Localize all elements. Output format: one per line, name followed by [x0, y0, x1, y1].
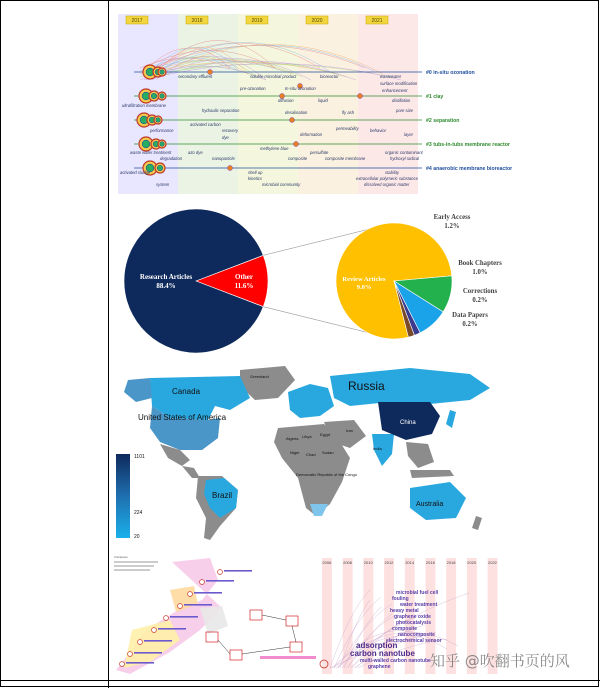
keyword-label: microbial fuel cell — [396, 590, 439, 596]
cluster-label-bar — [184, 604, 212, 606]
network-term: hydroxyl radical — [390, 156, 420, 161]
cluster-flow-box — [290, 642, 302, 652]
map-label-australia: Australia — [416, 501, 444, 508]
cluster-label-bar — [170, 616, 198, 618]
network-term: diffusion — [278, 98, 294, 103]
pie-value: 0.2% — [462, 321, 478, 328]
network-term: recovery — [222, 128, 239, 133]
pie-label: Research Articles — [139, 273, 193, 281]
indonesia-shape — [410, 470, 454, 478]
pie-value: 1.2% — [444, 223, 460, 230]
keyword-label: heavy metal — [390, 608, 419, 614]
map-label-sudan: Sudan — [322, 450, 334, 455]
cluster-flow-box — [286, 616, 298, 626]
document-type-pie-chart — [110, 205, 598, 355]
network-term: desalination — [285, 110, 308, 115]
network-term: composite — [288, 156, 308, 161]
year-label: 2006 — [322, 560, 332, 565]
pie-label: Other — [235, 273, 253, 281]
cluster-node — [178, 604, 183, 609]
country-distribution-map — [110, 358, 598, 548]
year-label: 2008 — [343, 560, 353, 565]
cluster-node — [138, 640, 143, 645]
year-label: 2019 — [251, 18, 263, 24]
map-label-libya: Libya — [302, 434, 312, 439]
network-term: In-situ ozonation — [285, 86, 316, 91]
citation-node — [228, 166, 233, 171]
citation-node-core — [160, 142, 164, 146]
cluster-node — [188, 592, 193, 597]
map-legend-mid: 224 — [134, 510, 143, 516]
cluster-node — [152, 628, 157, 633]
network-term: waste water treatment — [130, 150, 172, 155]
keyword-label: carbon nanotube — [350, 649, 415, 658]
cluster-timeline-network — [110, 2, 598, 202]
network-term: distillation — [392, 98, 411, 103]
network-term: composite membrane — [325, 156, 366, 161]
year-label: 2014 — [405, 560, 415, 565]
network-term: liquid — [318, 98, 328, 103]
year-label: 2020 — [467, 560, 477, 565]
year-label: 2018 — [446, 560, 456, 565]
year-label: 2021 — [371, 18, 383, 24]
map-label-china: China — [400, 420, 416, 426]
watermark-text: 知乎 @吹翻书页的风 — [430, 652, 570, 670]
network-term: performance — [150, 128, 174, 133]
year-band — [238, 14, 298, 194]
network-term: deformation — [300, 132, 323, 137]
citation-node-core — [160, 70, 164, 74]
southeast-asia-shape — [406, 442, 434, 468]
citation-node-core — [157, 165, 163, 171]
cluster-label-bar — [134, 652, 162, 654]
cluster-label-bar — [144, 640, 172, 642]
year-label: 2010 — [363, 560, 373, 565]
map-label-greenland: Greenland — [250, 374, 269, 379]
japan-shape — [446, 410, 456, 428]
alaska-shape — [124, 378, 152, 402]
cluster-flow-box — [230, 650, 242, 660]
network-term: microbial community — [262, 182, 301, 187]
network-term: activated sludge — [120, 170, 151, 175]
map-label-chad: Chad — [306, 452, 316, 457]
cluster-flow-box — [206, 632, 218, 642]
map-label-egypt: Egypt — [320, 432, 331, 437]
network-term: fly ash — [342, 110, 355, 115]
year-label: 2022 — [488, 560, 497, 565]
map-label-canada: Canada — [172, 387, 201, 396]
europe-shape — [288, 384, 334, 418]
network-term: dye — [222, 135, 229, 140]
row-divider — [0, 680, 600, 681]
citation-node-core — [160, 94, 164, 98]
network-term: organic contaminant — [385, 150, 423, 155]
keyword-label: water treatment — [400, 602, 438, 608]
year-band — [298, 14, 358, 194]
column-divider — [108, 0, 109, 688]
left-panel-caption: CiteSpace — [114, 555, 128, 559]
citation-node-core — [142, 140, 150, 148]
network-term: enhancement — [382, 88, 408, 93]
pie-value: 11.6% — [234, 282, 254, 290]
legend-bar — [260, 656, 316, 659]
network-term: dissolved organic matter — [364, 182, 410, 187]
network-term: kinetics — [248, 176, 262, 181]
citation-node — [294, 142, 299, 147]
year-label: 2016 — [425, 560, 435, 565]
cluster-flow-box — [250, 610, 262, 620]
south-africa-shape — [310, 504, 328, 516]
year-label: 2012 — [384, 560, 394, 565]
map-legend-min: 20 — [134, 534, 140, 540]
network-term: ultrafiltration membrane — [122, 103, 166, 108]
cluster-node — [200, 580, 205, 585]
map-label-brazil: Brazil — [212, 491, 233, 500]
map-label-algeria: Algeria — [286, 436, 299, 441]
year-band — [322, 558, 332, 674]
cluster-label: #2 separation — [426, 118, 460, 124]
network-term: soluble microbial product — [250, 74, 297, 79]
pie-label: Book Chapters — [458, 260, 502, 267]
network-term: system — [156, 182, 170, 187]
cluster-node — [164, 616, 169, 621]
network-term: pre-ozonation — [240, 86, 266, 91]
network-term: activated carbon — [190, 122, 221, 127]
network-term: nanoparticle — [212, 156, 235, 161]
cluster-label-bar — [194, 592, 222, 594]
network-term: permeability — [336, 126, 359, 131]
map-legend-colorbar — [116, 454, 130, 538]
cluster-label-bar — [158, 628, 186, 630]
network-term: extracellular polymeric substance — [356, 176, 418, 181]
keyword-label: composite — [392, 626, 418, 632]
keyword-label: multi-walled carbon nanotube — [360, 658, 431, 664]
network-term: stability — [385, 170, 399, 175]
network-term: pore size — [396, 108, 413, 113]
network-term: azo dye — [188, 150, 203, 155]
network-term: layer — [404, 132, 414, 137]
pie-label: Early Access — [433, 214, 471, 221]
network-term: behavior — [370, 128, 387, 133]
network-term: secondary effluent — [178, 74, 213, 79]
year-band — [358, 14, 418, 194]
keyword-label: nanocomposite — [398, 632, 435, 638]
map-label-usa: United States of America — [138, 413, 227, 422]
network-term: surface modification — [380, 81, 418, 86]
map-label-drc: Democratic Republic of the Congo — [296, 472, 357, 477]
pie-value: 0.2% — [472, 297, 488, 304]
pie-label: Data Papers — [452, 312, 488, 319]
cluster-label: #0 in-situ ozonation — [426, 70, 475, 76]
keyword-label: graphene oxide — [394, 614, 431, 620]
cluster-node — [120, 662, 125, 667]
citation-node — [290, 118, 295, 123]
keyword-label: adsorption — [356, 641, 398, 650]
keyword-label: graphene — [368, 664, 391, 670]
network-term: wastewater — [380, 74, 402, 79]
cluster-node — [218, 570, 223, 575]
cluster-evolution-diagram — [114, 555, 316, 674]
map-label-india: India — [373, 446, 382, 451]
network-term: degradation — [160, 156, 183, 161]
pie-label: Corrections — [462, 288, 498, 295]
cluster-label-bar — [126, 662, 154, 664]
citation-node — [358, 94, 363, 99]
year-label: 2017 — [131, 18, 143, 24]
year-label: 2020 — [311, 18, 323, 24]
pie-value: 88.4% — [156, 282, 176, 290]
citation-node-core — [156, 118, 160, 122]
pie-value: 1.0% — [472, 269, 488, 276]
keyword-label: photocatalysis — [396, 620, 432, 626]
network-term: persulfate — [310, 150, 329, 155]
map-label-russia: Russia — [348, 379, 385, 393]
cluster-label: #1 clay — [426, 94, 444, 100]
keyword-label: electrochemical sensor — [386, 638, 442, 644]
cluster-node — [128, 652, 133, 657]
map-legend-max: 1101 — [134, 454, 145, 460]
network-term: bioreactor — [320, 74, 339, 79]
cluster-label: #4 anaerobic membrane bioreactor — [426, 166, 513, 172]
new-zealand-shape — [472, 516, 482, 530]
network-term: shell up — [248, 170, 263, 175]
keyword-label: fouling — [392, 596, 409, 602]
cluster-label: #3 tubs-in-tubs membrane reactor — [426, 142, 510, 148]
network-term: methylene blue — [260, 146, 289, 151]
map-label-iran: Iran — [346, 428, 353, 433]
cluster-label-bar — [206, 580, 234, 582]
network-term: hydraulic separation — [202, 108, 240, 113]
year-label: 2018 — [191, 18, 203, 24]
citation-node-core — [151, 93, 157, 99]
central-america-shape — [182, 466, 200, 478]
pie-value: 9.0% — [356, 284, 372, 291]
cluster-label-bar — [224, 570, 252, 572]
pie-label: Review Articles — [342, 276, 386, 283]
map-label-niger: Niger — [290, 450, 300, 455]
